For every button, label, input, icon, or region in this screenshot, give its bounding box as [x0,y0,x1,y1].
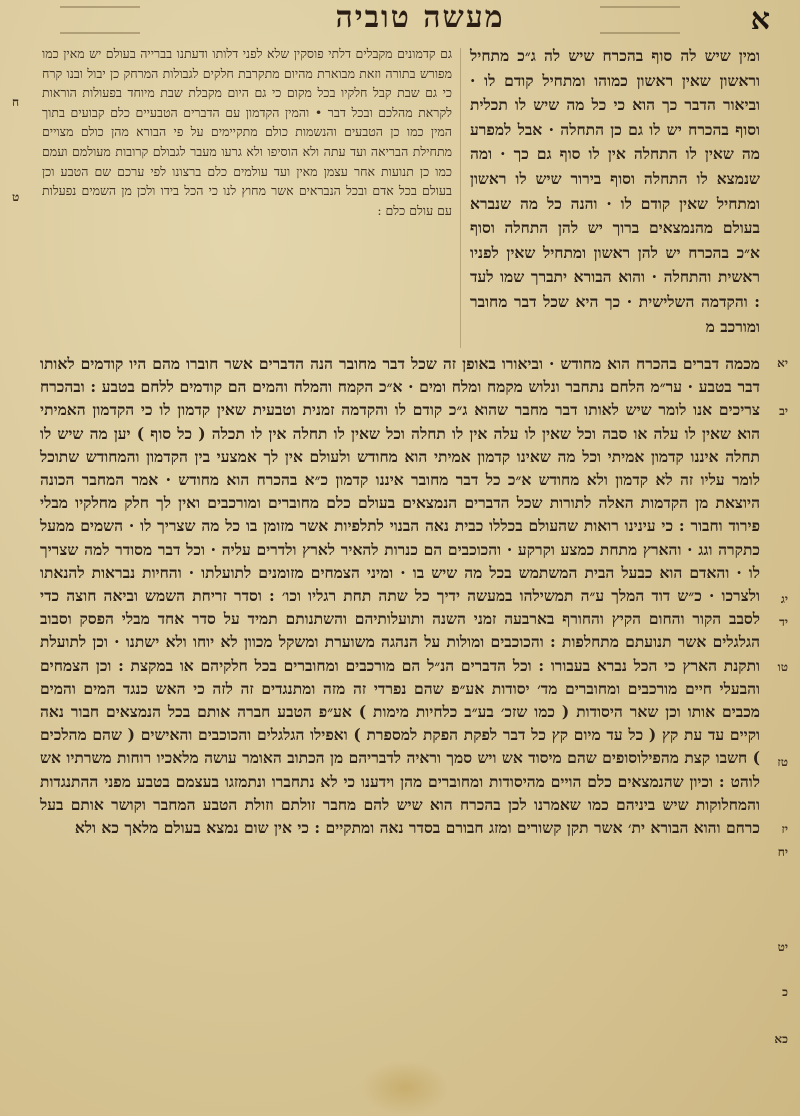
running-title: מעשה טוביה [335,0,505,35]
margin-marker: טז [777,755,788,769]
left-column-text: גם קדמונים מקבלים דלתי פוסקין שלא לפני דלותו ודעתנו בברייה בעולם יש מאין כמו מפורש בתורה וזאת מבוארת מהיום מתקרבת חלקים לגבולות המרחק כן יבול ובנו קרח כי גם שבת קבל חלקיו בכל מקום כי גם היום מקבלת שבת מיוחד בפעולות הוראות לקראת מהלכם ובכל דבר • והמין הקדמון עם הדברים הטבעיים כלם קבועים בתוך המין כמו כן הטבעים והנשמות כולם מתקיימים על פי הבורא מהן כולם מצויים מתחילת הבריאה ועד עתה ולא הוסיפו ולא גרעו מעבר לגבולם קרובות מעולמם ועמם כמו כן תנועות אחר עצמן מאין ועד עולמים כלם ברצונו לפי ערכם שם הטבע וכן בעולם בכל אדם ובכל הנבראים אשר מחוץ לנו כי הכל בידו ולכן מן השמים נפעלות עם עולם כלם : [42,46,452,218]
margin-marker: כ [782,985,788,999]
page-number: א [750,2,770,37]
margin-marker: ט [12,190,20,204]
margin-marker: ח [12,95,20,109]
main-paragraph: מכמה דברים בהכרח הוא מחודש · וביאורו באופן זה שכל דבר מחובר הנה הדברים אשר חוברו מהם היו קודמים לאותו דבר בטבע · ער״מ הלחם נתחבר ונלוש מקמח ומלח ומים · א״כ הקמח והמלח והמים הם קודמים ללחם בטבע : ובהכרח צריכים אנו לומר שיש לאותו דבר מחבר שהוא ג״כ קודם לו והקדמה זמנית וטבעית שאין קדמון לו כי הקדמון האמיתי הוא שאין לו עלה או סבה וכל שאין לו עלה אין לו תחלה וכל שאין לו תחלה אין לו תכלה ( כל סוף ) יען מה שיש לו תחלה איננו קדמון אמיתי וכל מה שאינו קדמון אמיתי הוא מחודש ולעולם אין לך אמצעי בין הקדמון והמחודש שתוכל לומר עליו זה לא קדמון ולא מחודש א״כ כל דבר מחובר איננו קדמון כ״א בהכרח הוא מחודש · אמר המחבר הכונה היוצאת מן הקדמות האלה לתורות שכל הדברים הנמצאים בעולם כלם מחוברים ומורכבים ואין לך חלק מחלקיו מבלי פירוד וחבור : כי עינינו רואות שהעולם בכללו כבית נאה הבנוי לתלפיות אשר מזומן בו כל מה שצריך לו · השמים ממעל כתקרה וגג · והארץ מתחת כמצע וקרקע · והכוכבים הם כנרות להאיר לארץ ולדרים עליה · וכל דבר מסודר למה שצריך לו · והאדם הוא כבעל הבית המשתמש בכל מה שיש בו · ומיני הצמחים מזומנים לתועלתו · והחיות נבראות להנאתו ולצרכו · כ״ש דוד המלך ע״ה תמשילהו במעשה ידיך כל שתה תחת רגליו וכו׳ : וסדר זריחת השמש וביאה חוצה כדי לסבב הקור והחום הקיץ והחורף בארבעה זמני השנה ותועלותיהם והשתנותם תמיד על סדר אחד מבלי הפסק וסבוב הגלגלים אשר תנועתם מתחלפות : והכוכבים ומולות על הנהגה משוערת ומשקל מכוון לא יוחו ולא ישתנו · וכן לתועלת ותקנת הארץ כי הכל נברא בעבורו : וכל הדברים הנ״ל הם מורכבים ומחוברים בכל חלקיהם או במקצת : וכן הצמחים והבעלי חיים מורכבים ומחוברים מד׳ יסודות אע״פ שהם נפרדי זה מזה ומתנגדים זה לזה כי האש כנגד המים והמים מכבים אותו וכן שאר היסודות ( כמו שזכ׳ בע״ב כלחיות מימות ) אע״פ הטבע חברה אותם בכל הנמצאים חבור נאה וקיים עד עת קץ ( כל עד מיום קץ כל דבר לפקת הפקת למספרת ) ואפילו הגלגלים והכוכבים והאישים ( שהם מהלכים ) חשבו קצת מהפילוסופים שהם מיסוד אש ויש סמך וראיה לדבריהם מן הכתוב האומר עושה מלאכיו רוחות משרתיו אש לוהט : וכיון שהנמצאים כלם הויים מהיסודות ומחוברים מהן וידענו כי לא נתחברו ונתמזגו בעצמם בטבע מפני ההתנגדות והמחלוקות שיש ביניהם כמו שאמרנו לכן בהכרח הוא שיש להם מחבר זולתם וזולת הטבע המחבר וקושר אותם בעל כרחם והוא הבורא ית׳ אשר תקן קשורים ומזג חבורם בסדר נאה ומתקיים : כי אין שום נמצא בעולם מלאך כא ולא [40,354,760,838]
column-divider [460,48,461,348]
margin-marker: יז [781,822,788,836]
right-column-text: ומין שיש לה סוף בהכרח שיש לה ג״כ מתחיל וראשון שאין ראשון כמוהו ומתחיל קודם לו · וביאור הדבר כך הוא כי כל מה שיש לו תכלית וסוף בהכרח יש לו גם כן התחלה · אבל למפרע מה שאין לו התחלה אין לו סוף גם כך · ומה שנמצא לו התחלה וסוף בירור שיש לו ראשון ומתחיל שאין קודם לו · והנה כל מה שנברא בעולם מהנמצאים ברוך יש להן התחלה וסוף א״כ בהכרח יש להן ראשון ומתחיל שאין לפניו ראשית והתחלה · והוא הבורא יתברך שמו לעד : והקדמה השלישית · כך היא שכל דבר מחובר ומורכב מ [470,46,760,336]
margin-marker: כא [774,1032,788,1046]
margin-marker: יב [779,404,788,418]
main-text-block [40,352,760,1042]
margin-marker: יג [780,592,788,606]
margin-marker: יא [777,356,788,370]
decorative-ornament-left [60,6,140,34]
page-header [0,0,800,40]
margin-marker: יד [779,615,788,629]
paper-stain [360,1060,450,1116]
decorative-ornament-right [600,6,680,34]
margin-marker: יט [777,940,788,954]
margin-marker: יח [777,845,788,859]
margin-marker: טו [777,660,788,674]
